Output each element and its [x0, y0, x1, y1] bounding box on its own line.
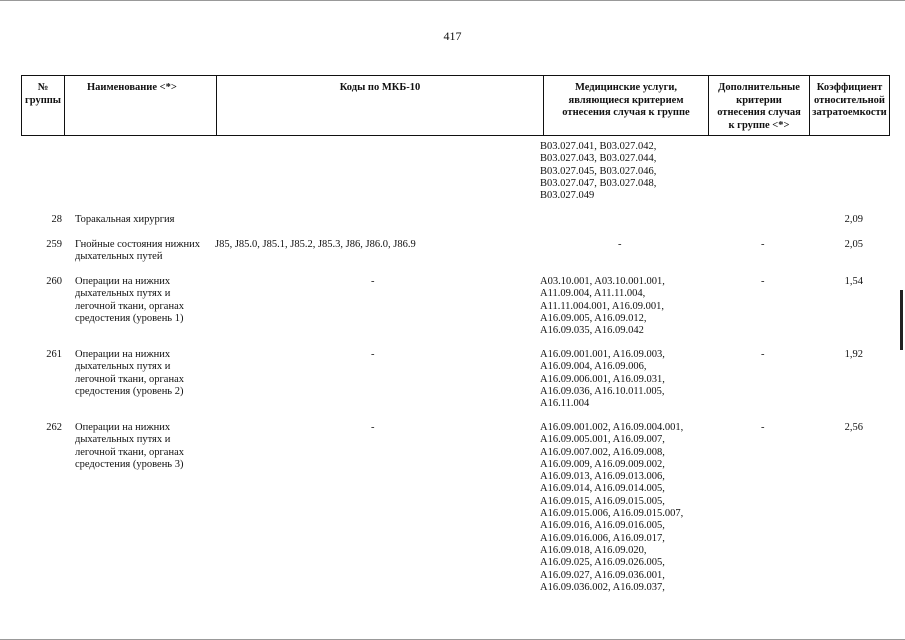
- coefficient: 2,09: [844, 214, 863, 225]
- table-header: [21, 75, 890, 136]
- services: A16.09.001.002, A16.09.004.001, A16.09.005.001, A16.09.007, A16.09.007.002, A16.09.008, A16.09.009, A16.09.009.002, A16.09.013, A16.09.013.006, A16.09.014, A16.09.014.005, A16.09.015, A16.09.015.005, A16.09.015.006, A16.09.015.007, A16.09.016, A16.09.016.005, A16.09.016.006, A16.09.017, A16.09.018, A16.09.020, A16.09.025, A16.09.026.005, A16.09.027, A16.09.036.001, A16.09.036.002, A16.09.037,: [540, 422, 684, 593]
- mkb-codes: -: [371, 276, 375, 287]
- coefficient: 1,92: [844, 349, 863, 360]
- scan-top-edge: [0, 0, 905, 1]
- services: A03.10.001, A03.10.001.001, A11.09.004, A11.11.004, A11.11.004.001, A16.09.001, A16.09.005, A16.09.012, A16.09.035, A16.09.042: [540, 276, 665, 337]
- services: A16.09.001.001, A16.09.003, A16.09.004, A16.09.006, A16.09.006.001, A16.09.031, A16.09.036, A16.10.011.005, A16.11.004: [540, 349, 665, 410]
- scan-edge-artifact: [900, 290, 903, 350]
- services-dash: -: [618, 239, 622, 250]
- mkb-codes: J85, J85.0, J85.1, J85.2, J85.3, J86, J86.0, J86.9: [215, 239, 416, 250]
- header-name: Наименование <*>: [64, 76, 216, 135]
- group-name: Операции на нижних дыхательных путях и легочной ткани, органах средостения (уровень 2): [75, 349, 184, 397]
- additional-criteria: -: [761, 422, 765, 433]
- group-name: Гнойные состояния нижних дыхательных путей: [75, 239, 200, 263]
- coefficient: 1,54: [844, 276, 863, 287]
- group-name: Торакальная хирургия: [75, 214, 175, 225]
- continuation-services: B03.027.041, B03.027.042, B03.027.043, B03.027.044, B03.027.045, B03.027.046, B03.027.047, B03.027.048, B03.027.049: [540, 141, 657, 202]
- group-name: Операции на нижних дыхательных путях и легочной ткани, органах средостения (уровень 1): [75, 276, 184, 324]
- additional-criteria: -: [761, 276, 765, 287]
- header-additional: Дополнительные критерии отнесения случая к группе <*>: [708, 76, 809, 135]
- page-number: 417: [443, 29, 462, 43]
- group-number: 262: [46, 422, 62, 433]
- coefficient: 2,56: [844, 422, 863, 433]
- mkb-codes: -: [371, 349, 375, 360]
- additional-criteria: -: [761, 239, 765, 250]
- header-group-no: № группы: [24, 82, 62, 106]
- header-coefficient: Коэффициент относительной затратоемкости: [809, 76, 889, 135]
- group-number: 260: [46, 276, 62, 287]
- coefficient: 2,05: [844, 239, 863, 250]
- group-number: 261: [46, 349, 62, 360]
- group-number: 259: [46, 239, 62, 250]
- header-services: Медицинские услуги, являющиеся критерием отнесения случая к группе: [543, 76, 708, 135]
- header-mkb: Коды по МКБ-10: [216, 76, 543, 135]
- group-name: Операции на нижних дыхательных путях и легочной ткани, органах средостения (уровень 3): [75, 422, 184, 470]
- additional-criteria: -: [761, 349, 765, 360]
- mkb-codes: -: [371, 422, 375, 433]
- group-number: 28: [51, 214, 62, 225]
